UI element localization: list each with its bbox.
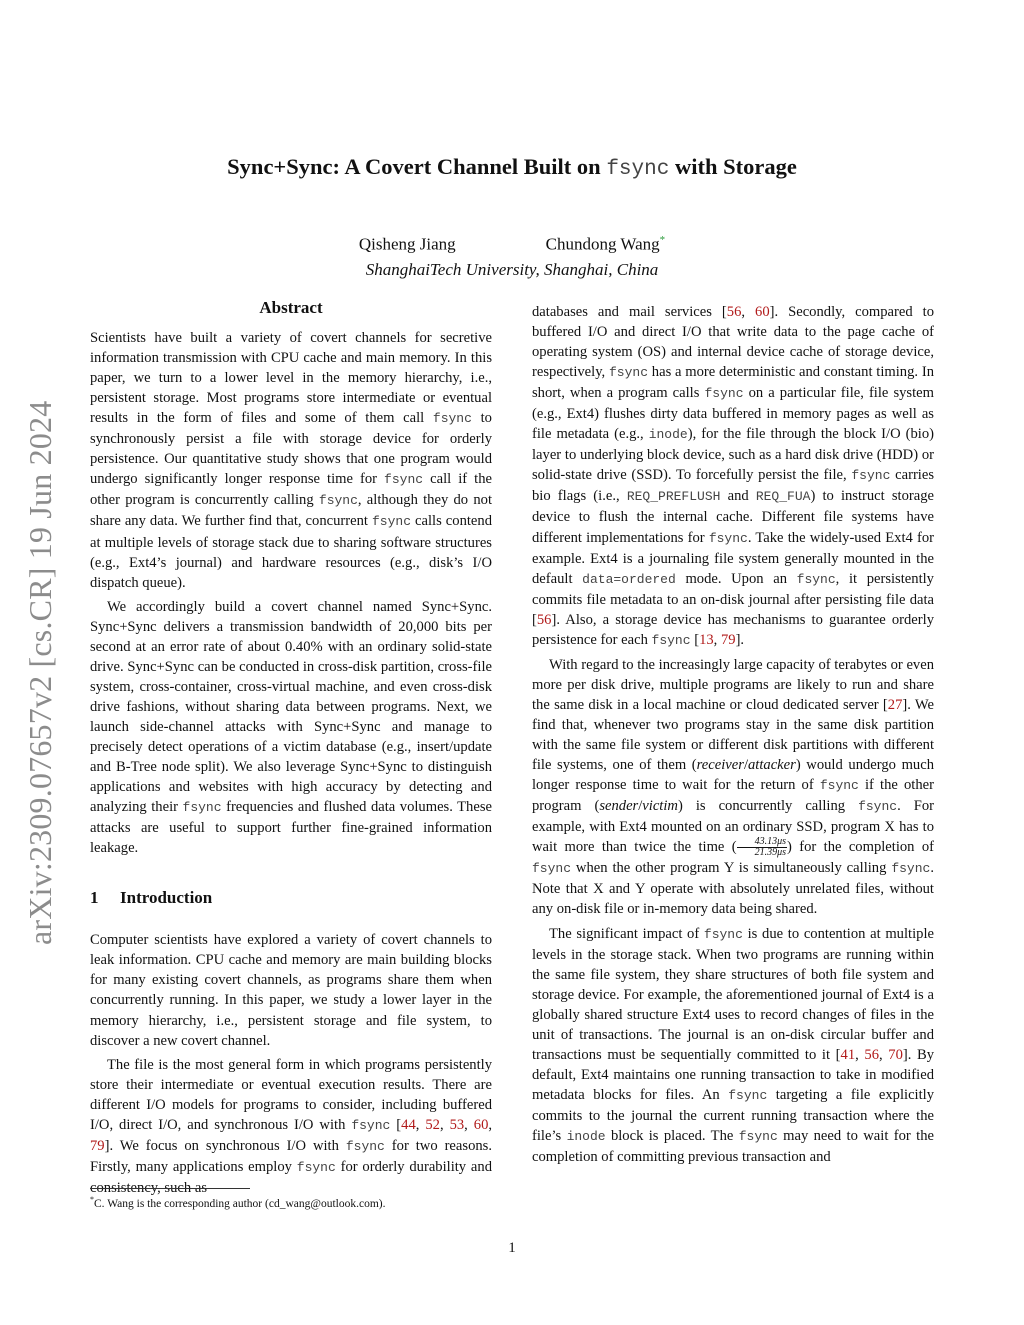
body-paragraph: Computer scientists have explored a variety of covert channels to leak information. CPU cache and memory are main building blocks for many existing covert channels, as programs share them when concurrently running. In this paper, we study a lower layer in the memory hierarchy, i.e., persistent storage and file system, to discover a new covert channel. [90,932,492,1049]
citation-link[interactable]: 44 [401,1116,416,1133]
title-code: fsync [606,158,670,181]
citation-link[interactable]: 53 [449,1116,465,1133]
section-heading: 1 Introduction [90,888,213,908]
citation-link[interactable]: 70 [888,1046,903,1063]
left-column [90,298,492,1198]
citation-link[interactable]: 41 [840,1046,856,1063]
fraction: $\frac{43.13\mu s}{21.39\mu s}$ [737,837,787,858]
right-column [532,302,934,1167]
abstract-paragraph: We accordingly build a covert channel named Sync+Sync. Sync+Sync delivers a transmission bandwidth of 20,000 bits per second at an error rate of about 0.40% with an ordinary solid-state drive. Sync+Sync can be conducted in cross-disk partition, cross-file system, cross-container, cross-virtual machine, and even cross-disk drive fashions, without sharing data between programs. Next, we launch side-channel attacks with Sync+Sync and manage to precisely detect operations of a victim database (e.g., insert/update and B-Tree node split). We also leverage Sync+Sync to distinguish applications and websites with high accuracy by detecting and analyzing their fsync frequencies and flushed data volumes. These attacks are useful to support further fine-grained information leakage. [90,598,492,857]
citation-link[interactable]: 60 [755,304,770,320]
paper-title: Sync+Sync: A Covert Channel Built on fsync with Storage [227,154,797,181]
affiliation: ShanghaiTech University, Shanghai, China [365,259,659,279]
citation-link[interactable]: 52 [425,1116,440,1133]
body-paragraph: The file is the most general form in which programs persistently store their intermediate or eventual execution results. There are different I/O models for programs to consider, including buffered I/O, direct I/O, and synchronous I/O with fsync [44, 52, 53, 60, 79]. We focus on synchronous I/O with fsync for two reasons. Firstly, many applications employ fsync for orderly durability and consistency, such as [90,1056,493,1196]
author-name: Qisheng Jiang [358,234,456,254]
footnote-rule [90,1188,250,1189]
author-block [0,228,1024,282]
body-paragraph: The significant impact of fsync is due to contention at multiple levels in the storage stack. When two programs are running within the same file system, they share structures of both file system and storage device. For example, the aforementioned journal of Ext4 is a globally shared structure Ext4 uses to record changes of files in the unit of transactions. The journal is an on-disk circular buffer and transactions must be sequentially committed to it [41, 56, 70]. By default, Ext4 maintains one running transaction to take in modified metadata blocks for files. An fsync targeting a file explicitly commits to the journal the current running transaction where the file’s inode block is placed. The fsync may need to wait for the completion of committing previous transaction and [532,925,935,1166]
author-name: Chundong Wang [545,234,660,254]
citation-link[interactable]: 79 [720,631,736,648]
footnote: *C. Wang is the corresponding author (cd_wang@outlook.com). [90,1195,386,1210]
arxiv-stamp: arXiv:2309.07657v2 [cs.CR] 19 Jun 2024 [22,400,58,945]
body-paragraph: databases and mail services [56, 60]. Secondly, compared to buffered I/O and direct I/O that write data to the page cache of operating system (OS) and internal device cache of storage device, respectively, fsync has a more deterministic and constant timing. In short, when a program calls fsync on a particular file, file system (e.g., Ext4) flushes dirty data buffered in memory pages as well as file metadata (e.g., inode), for the file through the block I/O (bio) layer to underlying block device, such as a hard disk drive (HDD) or solid-state drive (SSD). To forcefully persist the file, fsync carries bio flags (i.e., REQ_PREFLUSH and REQ_FUA) to instruct storage device to flush the internal cache. Different file systems have different implementations for fsync. Take the widely-used Ext4 for example. Ext4 is a journaling file system generally mounted in the default data=ordered mode. Upon an fsync, it persistently commits file metadata to an on-disk journal after persisting file data [56]. Also, a storage device has mechanisms to guarantee orderly persistence for each fsync [13, 79]. [532,304,935,648]
citation-link[interactable]: 56 [536,611,552,628]
footnote-marker[interactable]: * [659,234,666,246]
body-paragraph: With regard to the increasingly large capacity of terabytes or even more per disk drive, multiple programs are likely to run and share the same disk in a local machine or cloud dedicated server [27]. We find that, whenever two programs stay in the same disk partition with the same file system or different disk partitions with different file systems, one of them (receiver/attacker) would undergo much longer response time to wait for the return of fsync if the other program (sender/victim) is concurrently calling fsync. For example, with Ext4 mounted on an ordinary SSD, program X has to wait more than twice the time ( $\frac{43.13\mu s}{21.39\mu s}$ ) for the completion of fsync when the other program Y is simultaneously calling fsync. Note that X and Y operate with absolutely unrelated files, without any on-disk file or in-memory data being shared. [532,656,935,918]
abstract-heading: Abstract [259,298,323,317]
citation-link[interactable]: 27 [887,696,903,713]
citation-link[interactable]: 79 [90,1137,105,1154]
citation-link[interactable]: 56 [864,1046,879,1063]
page-number: 1 [508,1240,516,1256]
citation-link[interactable]: 56 [726,304,742,320]
abstract-paragraph: Scientists have built a variety of covert channels for secretive information transmission with CPU cache and main memory. In this paper, we turn to a lower level in the memory hierarchy, i.e., persistent storage. Most programs store intermediate or eventual results in the form of files and some of them call fsync to synchronously persist a file with storage device for orderly persistence. Our quantitative study shows that one program would undergo significantly longer response time for fsync call if the other program is concurrently calling fsync, although they do not share any data. We further find that, concurrent fsync calls contend at multiple levels of storage stack due to sharing software structures (e.g., Ext4’s journal) and hardware resources (e.g., disk’s I/O dispatch queue). [90,330,492,591]
citation-link[interactable]: 13 [699,631,714,648]
citation-link[interactable]: 60 [473,1116,489,1133]
